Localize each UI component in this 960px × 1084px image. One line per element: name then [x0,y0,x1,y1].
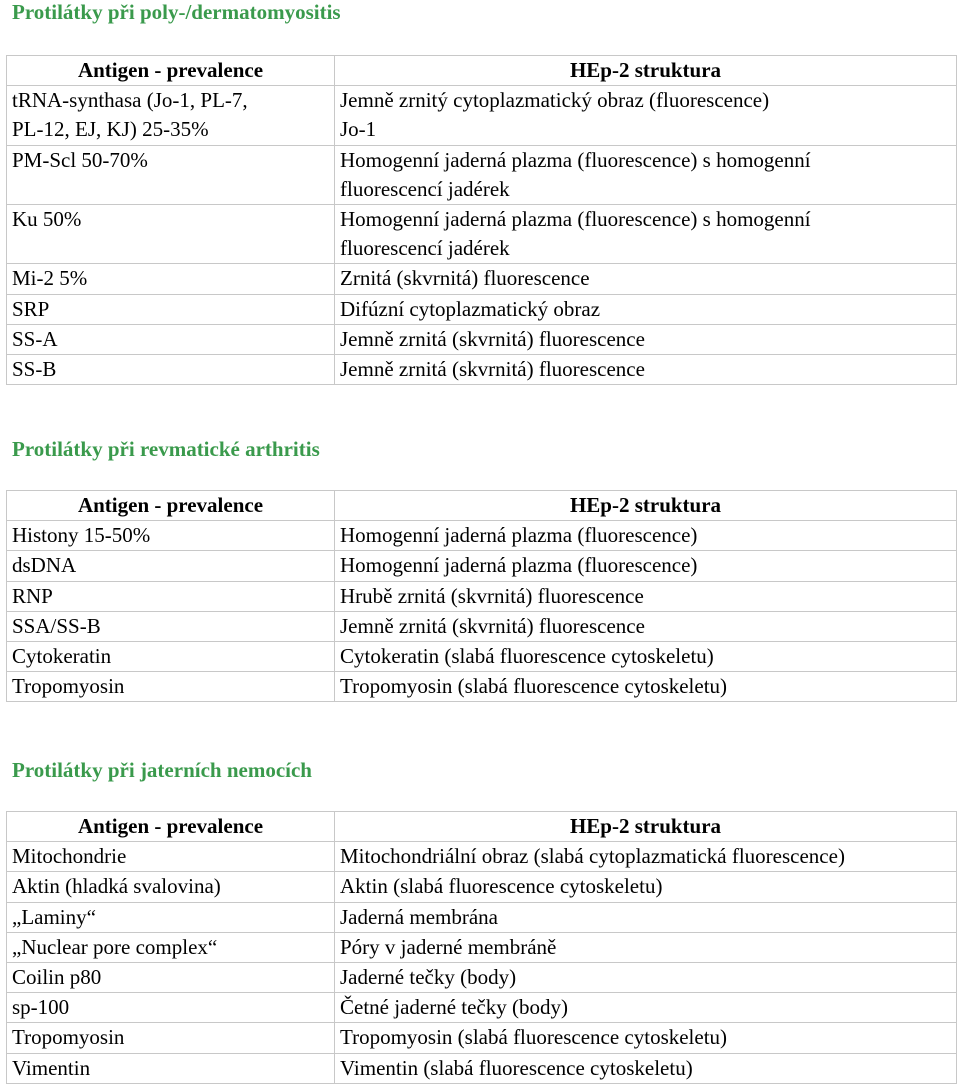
hep2-structure-cell: Mitochondriální obraz (slabá cytoplazmatická fluorescence) [335,842,957,872]
column-header-antigen: Antigen - prevalence [7,56,335,86]
table-row [7,872,957,902]
table-body [7,521,957,702]
column-header-antigen: Antigen - prevalence [7,812,335,842]
hep2-structure-cell: Homogenní jaderná plazma (fluorescence) [335,551,957,581]
hep2-structure-cell: Cytokeratin (slabá fluorescence cytoskeletu) [335,642,957,672]
table-row [7,993,957,1023]
hep2-structure-cell: Homogenní jaderná plazma (fluorescence) [335,521,957,551]
antigen-cell: sp-100 [7,993,335,1023]
antigen-cell: RNP [7,581,335,611]
section-title: Protilátky při jaterních nemocích [12,758,312,782]
antibody-table [6,55,957,385]
table-row [7,642,957,672]
antigen-cell: Tropomyosin [7,672,335,702]
hep2-structure-cell: Jemně zrnitá (skvrnitá) fluorescence [335,355,957,385]
hep2-structure-cell: Tropomyosin (slabá fluorescence cytoskeletu) [335,1023,957,1053]
table-row [7,355,957,385]
hep2-structure-cell: Difúzní cytoplazmatický obraz [335,294,957,324]
hep2-structure-cell: Homogenní jaderná plazma (fluorescence) s homogenní fluorescencí jadérek [335,205,957,264]
table-row [7,551,957,581]
antigen-cell: Cytokeratin [7,642,335,672]
antibody-table [6,490,957,702]
table-row [7,842,957,872]
antigen-cell: Mitochondrie [7,842,335,872]
hep2-structure-cell: Homogenní jaderná plazma (fluorescence) s homogenní fluorescencí jadérek [335,145,957,204]
table-row [7,1023,957,1053]
hep2-structure-cell: Póry v jaderné membráně [335,932,957,962]
antigen-cell: SSA/SS-B [7,611,335,641]
table-header-row [7,56,957,86]
section-title: Protilátky při poly-/dermatomyositis [12,0,341,24]
column-header-antigen: Antigen - prevalence [7,491,335,521]
hep2-structure-cell: Jemně zrnitý cytoplazmatický obraz (fluorescence) Jo-1 [335,86,957,145]
antigen-cell: Histony 15-50% [7,521,335,551]
section-rheumatoid-arthritis [6,437,956,702]
table-row [7,1053,957,1083]
hep2-structure-cell: Jaderné tečky (body) [335,963,957,993]
hep2-structure-cell: Četné jaderné tečky (body) [335,993,957,1023]
antigen-cell: SS-A [7,324,335,354]
antigen-cell: Vimentin [7,1053,335,1083]
table-row [7,611,957,641]
antigen-cell: „Laminy“ [7,902,335,932]
hep2-structure-cell: Jaderná membrána [335,902,957,932]
hep2-structure-cell: Zrnitá (skvrnitá) fluorescence [335,264,957,294]
table-row [7,145,957,204]
table-header-row [7,812,957,842]
hep2-structure-cell: Jemně zrnitá (skvrnitá) fluorescence [335,611,957,641]
antigen-cell: SS-B [7,355,335,385]
section-liver-diseases [6,758,956,1084]
section-dermatomyositis [6,0,956,385]
table-row [7,963,957,993]
table-row [7,294,957,324]
hep2-structure-cell: Vimentin (slabá fluorescence cytoskeletu) [335,1053,957,1083]
hep2-structure-cell: Jemně zrnitá (skvrnitá) fluorescence [335,324,957,354]
antigen-cell: PM-Scl 50-70% [7,145,335,204]
hep2-structure-cell: Tropomyosin (slabá fluorescence cytoskeletu) [335,672,957,702]
antigen-cell: Tropomyosin [7,1023,335,1053]
antigen-cell: Ku 50% [7,205,335,264]
table-row [7,86,957,145]
antigen-cell: Aktin (hladká svalovina) [7,872,335,902]
column-header-hep2: HEp-2 struktura [335,812,957,842]
antigen-cell: SRP [7,294,335,324]
table-row [7,932,957,962]
antigen-cell: tRNA-synthasa (Jo-1, PL-7, PL-12, EJ, KJ) 25-35% [7,86,335,145]
column-header-hep2: HEp-2 struktura [335,491,957,521]
table-row [7,902,957,932]
table-row [7,581,957,611]
table-row [7,264,957,294]
table-row [7,205,957,264]
antigen-cell: „Nuclear pore complex“ [7,932,335,962]
antigen-cell: dsDNA [7,551,335,581]
table-row [7,672,957,702]
antibody-table [6,811,957,1084]
table-row [7,324,957,354]
table-body [7,842,957,1084]
hep2-structure-cell: Hrubě zrnitá (skvrnitá) fluorescence [335,581,957,611]
antigen-cell: Coilin p80 [7,963,335,993]
section-title: Protilátky při revmatické arthritis [12,437,320,461]
column-header-hep2: HEp-2 struktura [335,56,957,86]
antigen-cell: Mi-2 5% [7,264,335,294]
hep2-structure-cell: Aktin (slabá fluorescence cytoskeletu) [335,872,957,902]
table-header-row [7,491,957,521]
table-body [7,86,957,385]
table-row [7,521,957,551]
